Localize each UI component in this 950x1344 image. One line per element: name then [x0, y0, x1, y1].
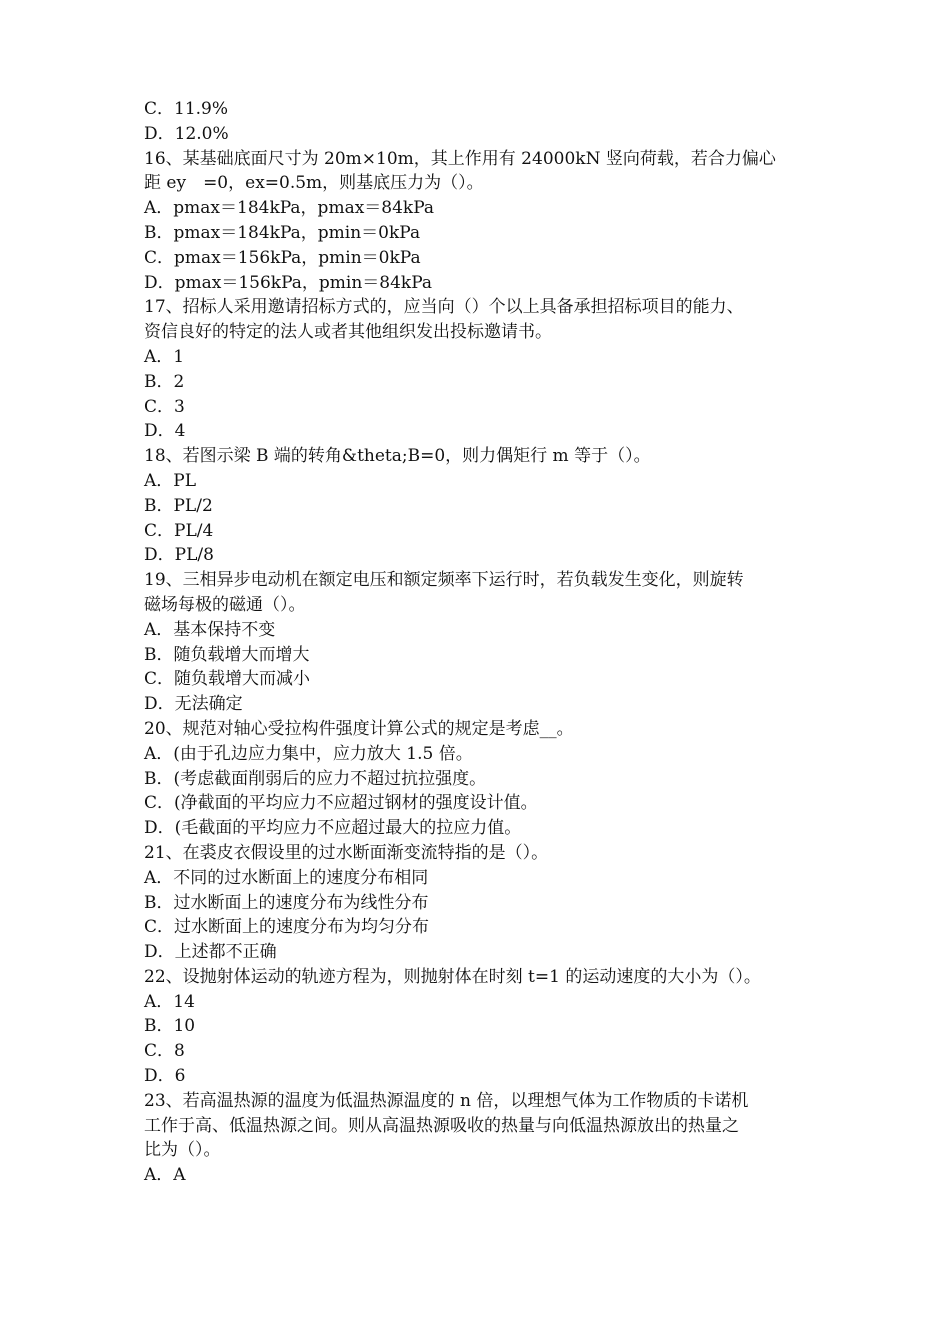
question-19-line-1: 19、三相异步电动机在额定电压和额定频率下运行时，若负载发生变化，则旋转	[144, 570, 744, 591]
question-17-line-1: 17、招标人采用邀请招标方式的，应当向（）个以上具备承担招标项目的能力、	[144, 297, 744, 318]
option-line: B．pmax＝184kPa，pmin＝0kPa	[144, 222, 421, 243]
option-line: C．(净截面的平均应力不应超过钢材的强度设计值。	[144, 793, 538, 814]
option-line: D．上述都不正确	[144, 942, 277, 963]
option-line: C．PL/4	[144, 520, 214, 541]
option-line: B．(考虑截面削弱后的应力不超过抗拉强度。	[144, 768, 487, 789]
option-line: C．随负载增大而减小	[144, 669, 311, 690]
option-line: D．PL/8	[144, 545, 214, 566]
option-line: A．PL	[144, 470, 197, 491]
question-20-line-1: 20、规范对轴心受拉构件强度计算公式的规定是考虑__。	[144, 718, 574, 739]
option-line: B．2	[144, 371, 185, 392]
option-line: D．pmax＝156kPa，pmin＝84kPa	[144, 272, 433, 293]
option-line: B．过水断面上的速度分布为线性分布	[144, 892, 429, 913]
option-line: D．无法确定	[144, 694, 243, 715]
option-line: A．pmax＝184kPa，pmax＝84kPa	[144, 198, 435, 219]
question-17-line-2: 资信良好的特定的法人或者其他组织发出投标邀请书。	[144, 322, 552, 343]
option-line: A．14	[144, 991, 195, 1012]
option-line: D．(毛截面的平均应力不应超过最大的拉应力值。	[144, 818, 522, 839]
question-23-line-3: 比为（）。	[144, 1140, 221, 1161]
option-line: A．(由于孔边应力集中，应力放大 1.5 倍。	[144, 743, 473, 764]
option-line: A．A	[144, 1165, 186, 1186]
question-16-line-2: 距 ey =0，ex=0.5m，则基底压力为（）。	[144, 173, 484, 194]
option-line: B．随负载增大而增大	[144, 644, 310, 665]
option-line: A．基本保持不变	[144, 619, 276, 640]
option-line: C．过水断面上的速度分布为均匀分布	[144, 917, 430, 938]
question-23-line-1: 23、若高温热源的温度为低温热源温度的 n 倍，以理想气体为工作物质的卡诺机	[144, 1090, 749, 1111]
option-line: C．8	[144, 1041, 185, 1062]
text-line: C．11.9%	[144, 99, 229, 119]
question-16-line-1: 16、某基础底面尺寸为 20m×10m，其上作用有 24000kN 竖向荷载，若合力偏心	[144, 148, 776, 169]
text-line: D．12.0%	[144, 123, 229, 144]
question-19-line-2: 磁场每极的磁通（）。	[144, 594, 306, 615]
question-18-line-1: 18、若图示梁 B 端的转角&theta;B=0，则力偶矩行 m 等于（）。	[144, 446, 651, 467]
option-line: A．不同的过水断面上的速度分布相同	[144, 867, 429, 888]
question-23-line-2: 工作于高、低温热源之间。则从高温热源吸收的热量与向低温热源放出的热量之	[144, 1115, 739, 1136]
option-line: A．1	[144, 346, 185, 367]
question-22-line-1: 22、设抛射体运动的轨迹方程为，则抛射体在时刻 t=1 的运动速度的大小为（）。	[144, 966, 761, 987]
document-page	[144, 97, 824, 1188]
option-line: C．3	[144, 396, 185, 417]
option-line: C．pmax＝156kPa，pmin＝0kPa	[144, 247, 421, 268]
option-line: D．4	[144, 421, 186, 442]
question-21-line-1: 21、在裘皮衣假设里的过水断面渐变流特指的是（）。	[144, 842, 549, 863]
option-line: B．PL/2	[144, 495, 213, 516]
option-line: B．10	[144, 1016, 196, 1037]
option-line: D．6	[144, 1066, 186, 1087]
